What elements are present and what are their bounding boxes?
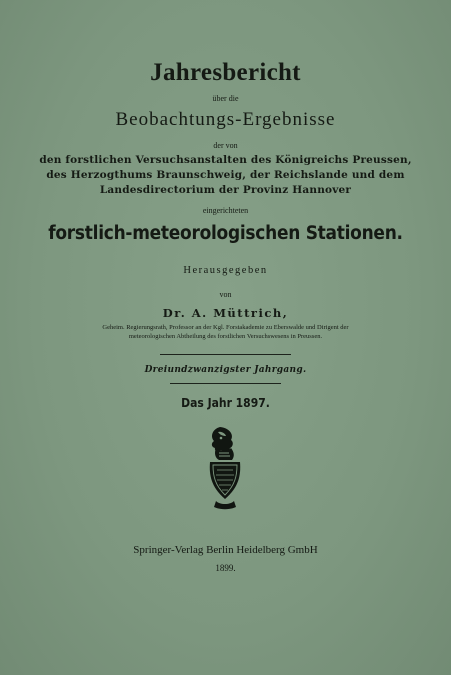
- stations-heading: forstlich-meteorologischen Stationen.: [48, 223, 403, 244]
- connector-von: von: [219, 290, 232, 299]
- author-name: Dr. A. Müttrich,: [162, 306, 289, 320]
- institution-line-2: des Herzogthums Braunschweig, der Reichslande und dem: [46, 169, 405, 181]
- publication-year: 1899.: [215, 563, 236, 573]
- connector-eingerichteten: eingerichteten: [202, 206, 249, 215]
- divider-bottom: [170, 383, 281, 384]
- book-title: Jahresbericht: [150, 59, 301, 86]
- volume-label: Dreiundzwanzigster Jahrgang.: [144, 365, 307, 375]
- report-year: Das Jahr 1897.: [181, 396, 270, 410]
- institution-line-1: den forstlichen Versuchsanstalten des Königreichs Preussen,: [39, 154, 412, 166]
- author-description-line-1: Geheim. Regierungsrath, Professor an der Kgl. Forstakademie zu Eberswalde und Dirigent der: [102, 324, 349, 331]
- springer-knight-logo-icon: [202, 425, 248, 511]
- connector-ueber-die: über die: [212, 94, 239, 103]
- editor-label: Herausgegeben: [183, 265, 268, 276]
- author-description-line-2: meteorologischen Abtheilung des forstlichen Versuchswesens in Preussen.: [128, 333, 323, 340]
- divider-top: [160, 354, 291, 355]
- publisher-name: Springer-Verlag Berlin Heidelberg GmbH: [133, 544, 318, 556]
- connector-der-von: der von: [213, 141, 238, 150]
- book-subtitle: Beobachtungs-Ergebnisse: [115, 109, 336, 130]
- institution-line-3: Landesdirectorium der Provinz Hannover: [99, 184, 352, 196]
